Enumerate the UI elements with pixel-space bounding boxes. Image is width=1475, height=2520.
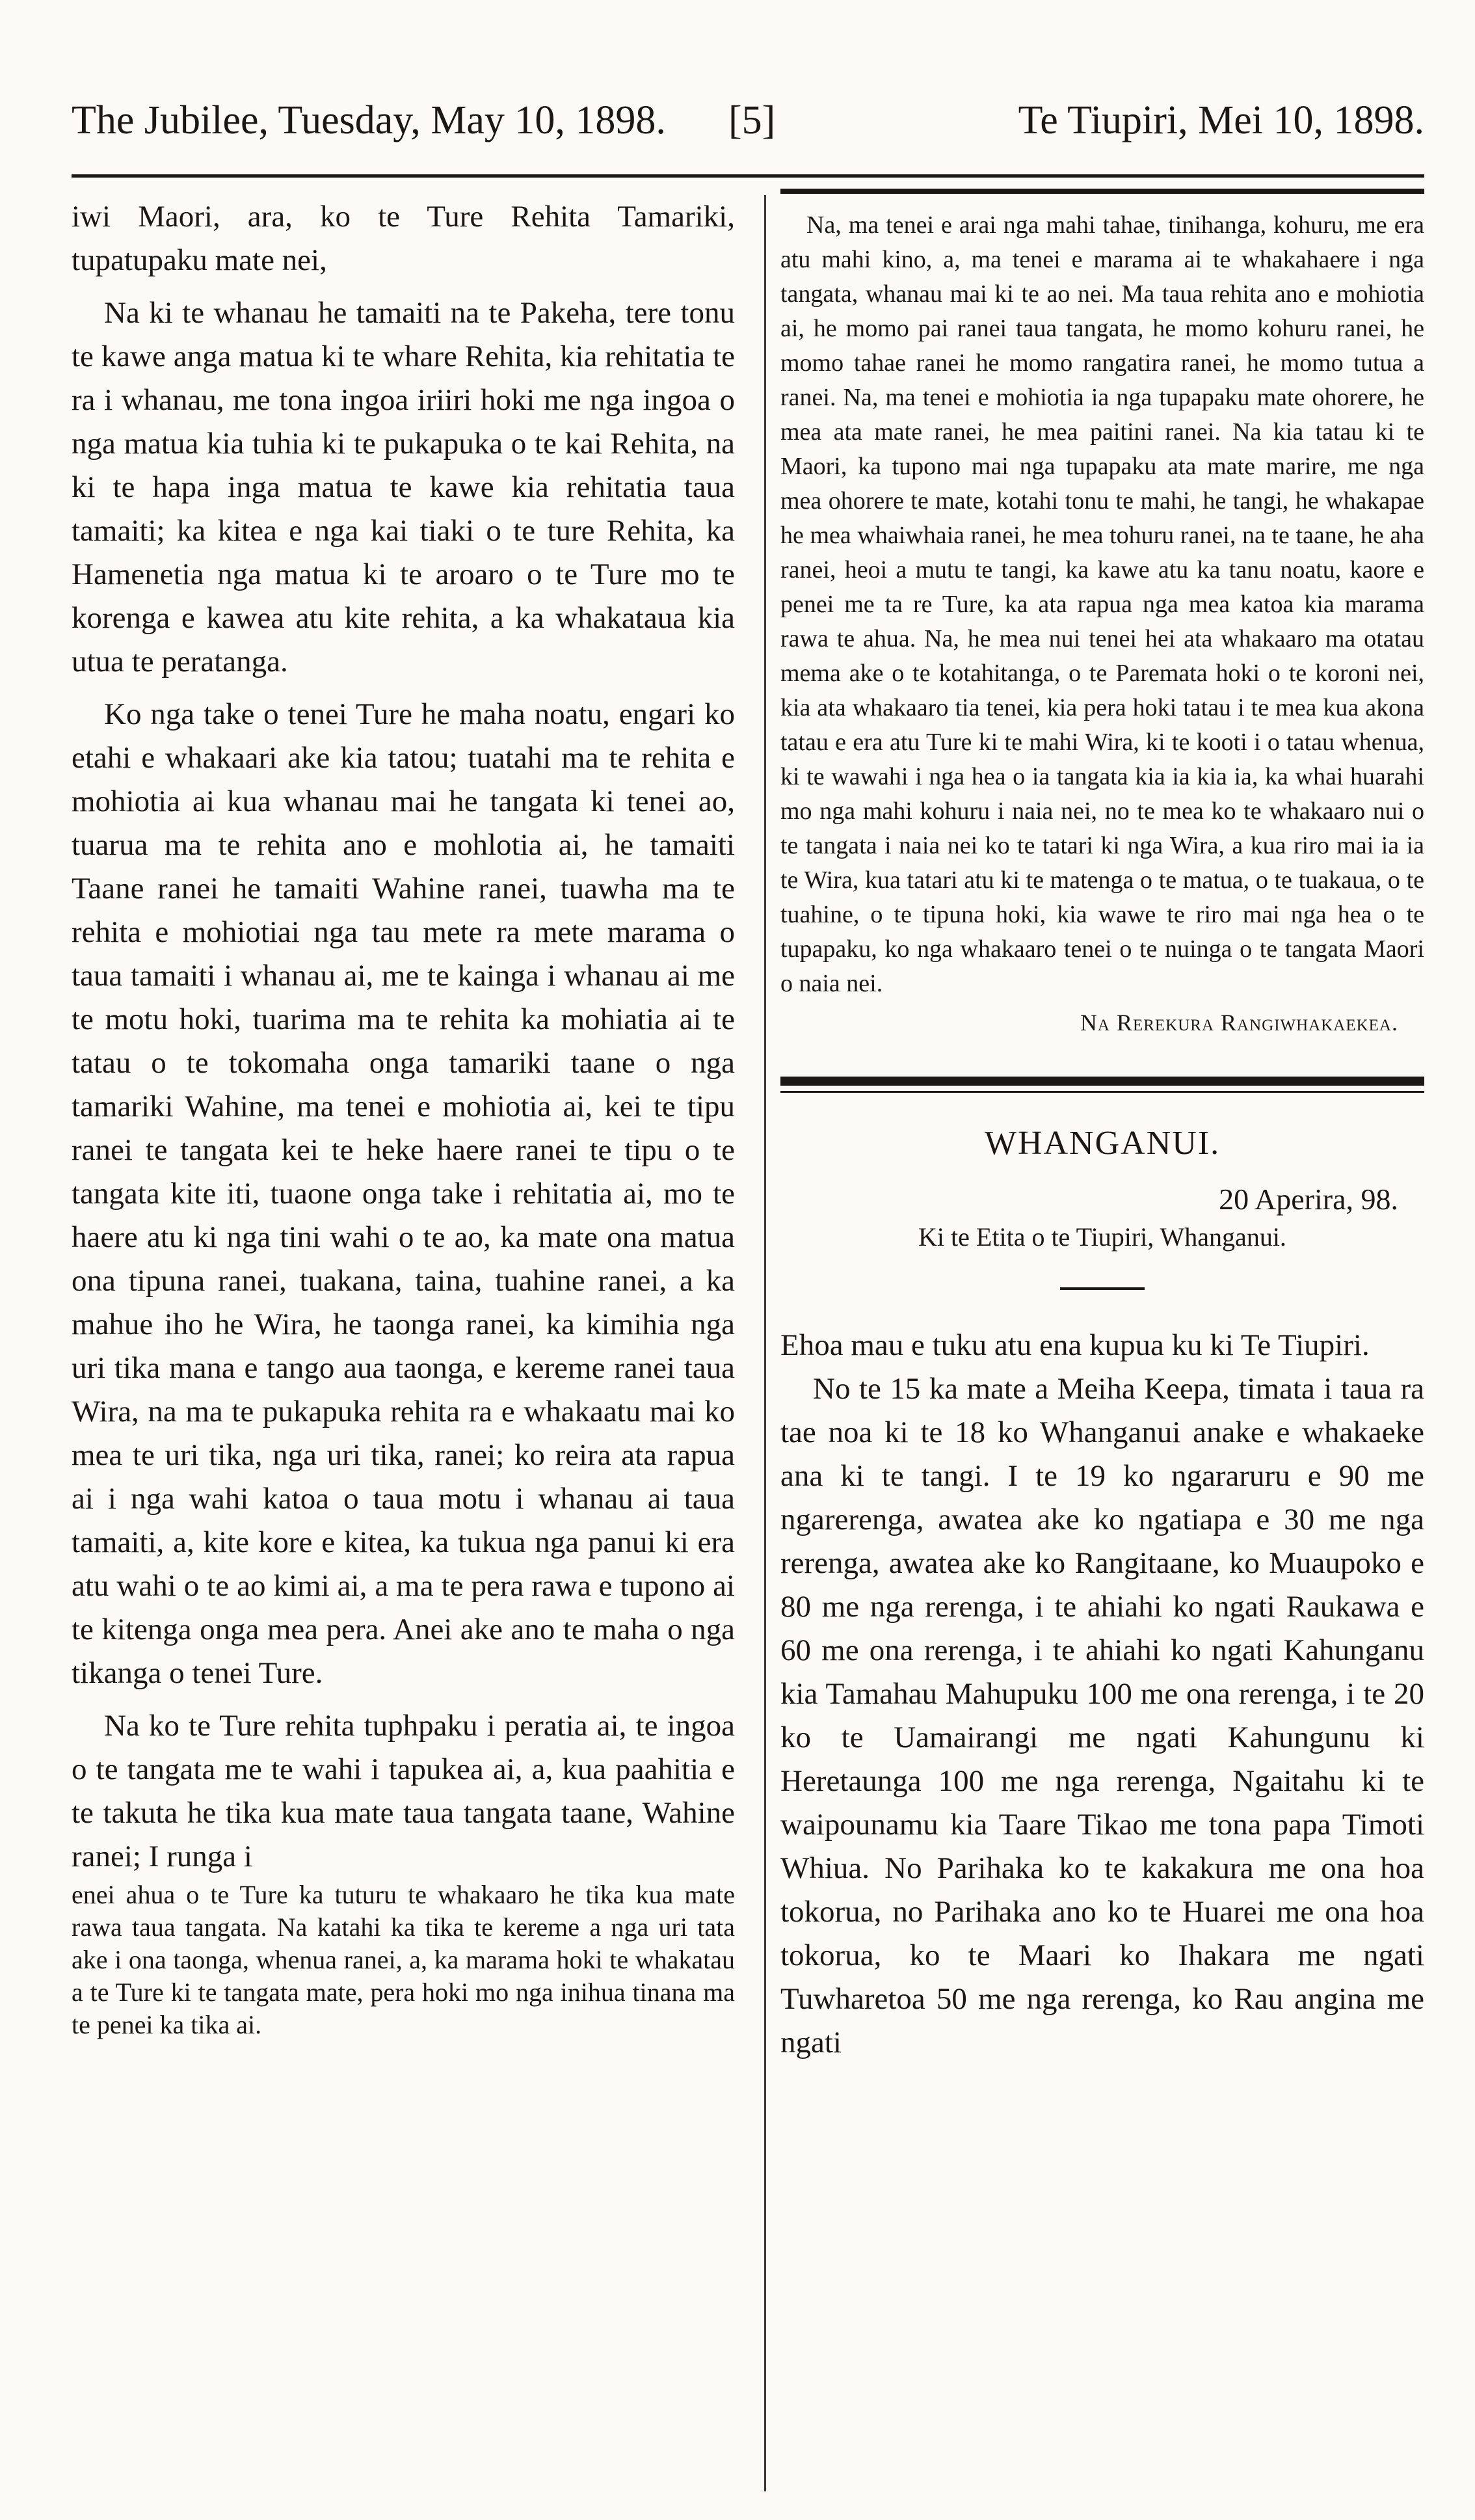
page-number: [5] xyxy=(728,98,776,142)
page-header xyxy=(72,98,1424,169)
header-right-title: Te Tiupiri, Mei 10, 1898. xyxy=(1018,98,1424,142)
right-paragraph: No te 15 ka mate a Meiha Keepa, timata i taua ra tae noa ki te 18 ko Whanganui anake e whakaeke ana ki te tangi. I te 19 ko ngararuru e 90 me ngarerenga, awatea ake ko ngatiapa e 30 me nga rerenga, awatea ake ko Rangitaane, ko Muaupoko e 80 me nga rerenga, i te ahiahi ko ngati Raukawa e 60 me ona rerenga, i te ahiahi ko ngati Kahunganu kia Tamahau Mahupuku 100 me ona rerenga, i te 20 ko te Uamairangi me ngati Kahungunu ki Heretaunga 100 me nga rerenga, Ngaitahu ki te waipounamu kia Taare Tikao me tona papa Timoti Whiua. No Parihaka ko te kakakura me ona hoa tokorua, no Parihaka ano ko te Huarei me ona hoa tokorua, ko te Maari ko Ihakara me ngati Tuwharetoa 50 me nga rerenga, ko Rau angina me ngati xyxy=(780,1372,1424,2059)
dateline: 20 Aperira, 98. xyxy=(1219,1183,1398,1216)
left-paragraph: Ko nga take o tenei Ture he maha noatu, engari ko etahi e whakaari ake kia tatou; tuatahi ma te rehita e mohiotia ai kua whanau mai he tangata ki tenei ao, tuarua ma te rehita ano e mohlotia ai, he tamaiti Taane ranei he tamaiti Wahine ranei, tuawha ma te rehita e mohiotiai nga tau mete ra mete marama o taua tamaiti i whanau ai, me te kainga i whanau ai me te motu hoki, tuarima ma te rehita ka mohiatia ai te tatau o te tokomaha onga tamariki taane o nga tamariki Wahine, ma tenei e mohiotia ai, kei te tipu ranei te tangata kei te heke haere ranei te tipu o te tangata kite iti, tuaone onga take i rehitatia ai, mo te haere atu ki nga tini wahi o te ao, ka mate ona matua ona tipuna ranei, tuakana, taina, tuahine ranei, a ka mahue iho he Wira, he taonga ranei, ka kimihia nga uri tika mana e tango aua taonga, e kereme ranei taua Wira, na ma te pukapuka rehita ra e whakaatu mai ko mea te uri tika, nga uri tika, ranei; ko reira ata rapua ai i nga wahi katoa o taua motu i whanau ai taua tamaiti, a, kite kore e kitea, ka tukua nga panui ki era atu wahi o te ao kimi ai, a ma te pera rawa e tupono ai te kitenga onga mea pera. Anei ake ano te maha o nga tikanga o tenei Ture. xyxy=(72,697,735,1690)
right-paragraph: Ehoa mau e tuku atu ena kupua ku ki Te Tiupiri. xyxy=(780,1328,1370,1362)
section-rule-thick xyxy=(780,1077,1424,1086)
section-rule-thin xyxy=(780,1091,1424,1093)
section-title: WHANGANUI. xyxy=(984,1125,1221,1162)
left-column xyxy=(72,195,735,2050)
left-paragraph: Na ko te Ture rehita tuphpaku i peratia ai, te ingoa o te tangata me te wahi i tapukea ai, a, kua paahitia e te takuta he tika kua mate taua tangata taane, Wahine ranei; I runga i xyxy=(72,1709,735,1873)
letter-section xyxy=(780,208,1424,1001)
whanganui-body xyxy=(780,1324,1424,2065)
letter-signature: Na Rerekura Rangiwhakaekea. xyxy=(1080,1010,1398,1036)
header-left-title: The Jubilee, Tuesday, May 10, 1898. xyxy=(72,98,666,142)
header-rule-secondary xyxy=(780,189,1424,194)
left-paragraph-small: enei ahua o te Ture ka tuturu te whakaaro he tika kua mate rawa taua tangata. Na katahi ka tika te kereme a nga uri tata ake i ona taonga, whenua ranei, a, ka marama hoki te whakatau a te Ture ki te tangata mate, pera hoki mo nga inihua tinana ma te penei ka tika ai. xyxy=(72,1880,735,2039)
right-column xyxy=(780,208,1424,2065)
short-rule xyxy=(1060,1287,1145,1290)
left-paragraph: iwi Maori, ara, ko te Ture Rehita Tamariki, tupatupaku mate nei, xyxy=(72,200,735,277)
letter-text: Na, ma tenei e arai nga mahi tahae, tinihanga, kohuru, me era atu mahi kino, a, ma tenei e marama ai te whakahaere i nga tangata, whanau mai ki te ao nei. Ma taua rehita ano e mohiotia ai, he momo pai ranei taua tangata, he momo kohuru ranei, he momo tahae ranei he momo rangatira ranei, he momo tutua a ranei. Na, ma tenei e mohiotia ia nga tupapaku mate ohorere, he mea ata mate ranei, he mea paitini ranei. Na kia tatau ki te Maori, ka tupono mai nga tupapaku ata mate marire, me nga mea ohorere te mate, kotahi tonu te mahi, he tangi, he whakapae he mea whaiwhaia ranei, he mea tohuru ranei, na te taane, he aha ranei, heoi a mutu te tangi, ka kawe atu ka tanu noatu, kaore e penei me ta re Ture, ka ata rapua nga mea katoa kia marama rawa te ahua. Na, he mea nui tenei hei ata whakaaro ma otatau mema ake o te kotahitanga, o te Paremata hoki o te koroni nei, kia ata whakaaro tia tenei, kia pera hoki tatau i te mea kua akona tatau e era atu Ture ki te mahi Wira, ki te kooti i o tatau whenua, ki te wawahi i nga hea o ia tangata kia ia kia ia, ka whai huarahi mo nga mahi kohuru i naia nei, no te mea ko te whakaaro nui o te tangata i naia nei ko te tatari ki nga Wira, a kua riro mai ia ia te Wira, kua tatari atu ki te matenga o te matua, o te tuakaua, o te tuahine, o te tipuna hoki, kia wawe te riro mai nga hea o te tupapaku, ko nga whakaaro tenei o te nuinga o te tangata Maori o naia nei. xyxy=(780,211,1424,997)
header-rule xyxy=(72,174,1424,178)
column-divider xyxy=(764,195,766,2491)
addressee: Ki te Etita o te Tiupiri, Whanganui. xyxy=(918,1222,1286,1252)
left-paragraph: Na ki te whanau he tamaiti na te Pakeha, tere tonu te kawe anga matua ki te whare Rehita, kia rehitatia te ra i whanau, me tona ingoa iriiri hoki me nga ingoa o nga matua kia tuhia ki te pukapuka o te kai Rehita, na ki te hapa inga matua te kawe kia rehitatia taua tamaiti; ka kitea e nga kai tiaki o te ture Rehita, ka Hamenetia nga matua ki te aroaro o te Ture mo te korenga e kawea atu kite rehita, a ka whakataua kia utua te peratanga. xyxy=(72,296,735,678)
